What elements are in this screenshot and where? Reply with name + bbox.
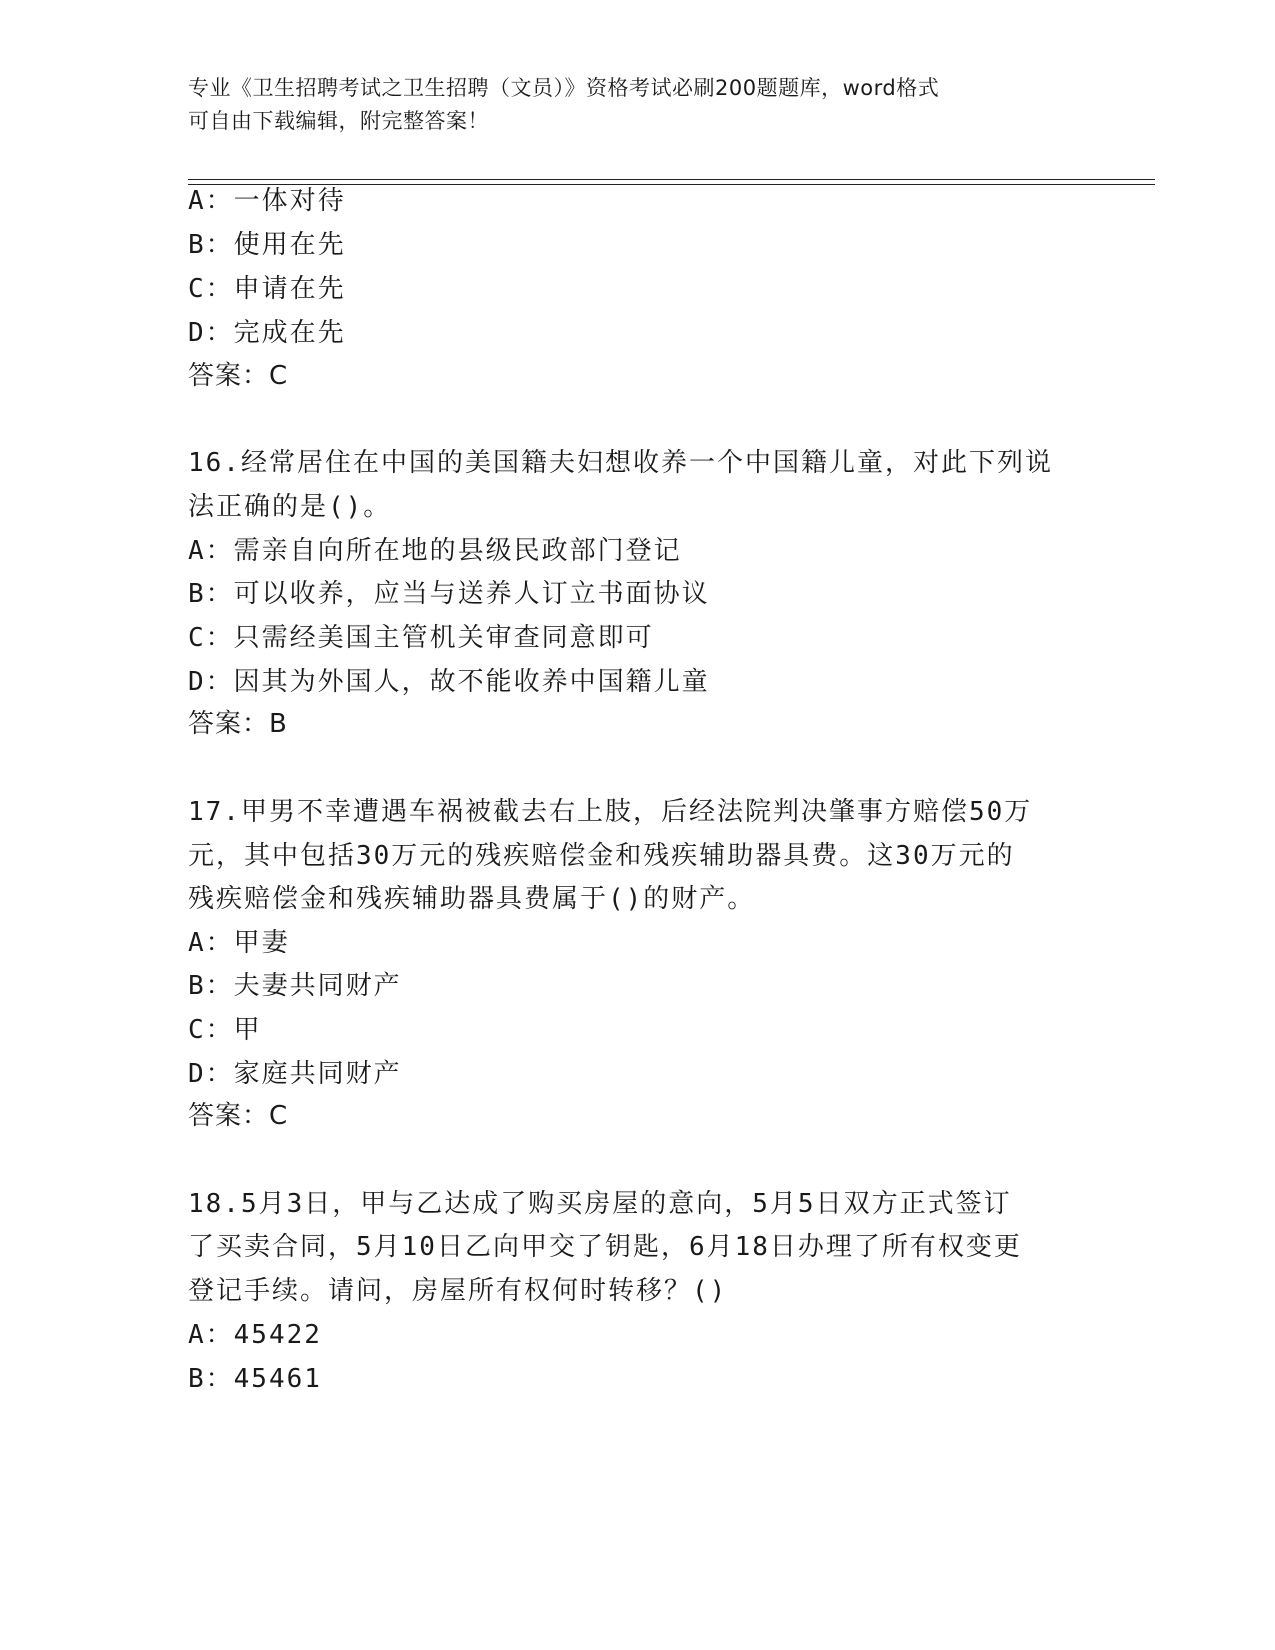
document-header: [188, 72, 1088, 138]
q15-option-a: A：一体对待: [188, 186, 346, 216]
q15-option-c: C：申请在先: [188, 274, 346, 304]
q15-option-d: D：完成在先: [188, 318, 346, 348]
q16-option-b: B：可以收养，应当与送养人订立书面协议: [188, 579, 710, 609]
header-line-1: 专业《卫生招聘考试之卫生招聘（文员）》资格考试必刷200题题库，word格式: [188, 76, 940, 100]
q15-option-b: B：使用在先: [188, 230, 346, 260]
q16-option-c: C：只需经美国主管机关审查同意即可: [188, 623, 654, 653]
q18-question-line-2: 了买卖合同，5月10日乙向甲交了钥匙，6月18日办理了所有权变更: [188, 1232, 1022, 1262]
q17-question-line-3: 残疾赔偿金和残疾辅助器具费属于()的财产。: [188, 884, 756, 914]
header-line-2: 可自由下载编辑，附完整答案！: [188, 109, 489, 133]
q17-option-a: A：甲妻: [188, 928, 290, 958]
q18-option-b: B：45461: [188, 1364, 322, 1394]
q17-option-c: C：甲: [188, 1015, 262, 1045]
q17-question-line-2: 元，其中包括30万元的残疾赔偿金和残疾辅助器具费。这30万元的: [188, 841, 1015, 871]
q16-answer: 答案：B: [188, 709, 288, 739]
q16-question-line-1: 16.经常居住在中国的美国籍夫妇想收养一个中国籍儿童，对此下列说: [188, 448, 1053, 478]
q17-answer: 答案：C: [188, 1101, 289, 1131]
q16-question-line-2: 法正确的是()。: [188, 492, 392, 522]
q18-question-line-1: 18.5月3日，甲与乙达成了购买房屋的意向，5月5日双方正式签订: [188, 1189, 1012, 1219]
q18-question-line-3: 登记手续。请问，房屋所有权何时转移？(): [188, 1276, 728, 1306]
q16-option-d: D：因其为外国人，故不能收养中国籍儿童: [188, 667, 710, 697]
q17-option-d: D：家庭共同财产: [188, 1059, 402, 1089]
q17-option-b: B：夫妻共同财产: [188, 971, 402, 1001]
q18-option-a: A：45422: [188, 1320, 322, 1350]
q15-answer: 答案：C: [188, 361, 289, 391]
q17-question-line-1: 17.甲男不幸遭遇车祸被截去右上肢，后经法院判决肇事方赔偿50万: [188, 797, 1033, 827]
q16-option-a: A：需亲自向所在地的县级民政部门登记: [188, 536, 682, 566]
